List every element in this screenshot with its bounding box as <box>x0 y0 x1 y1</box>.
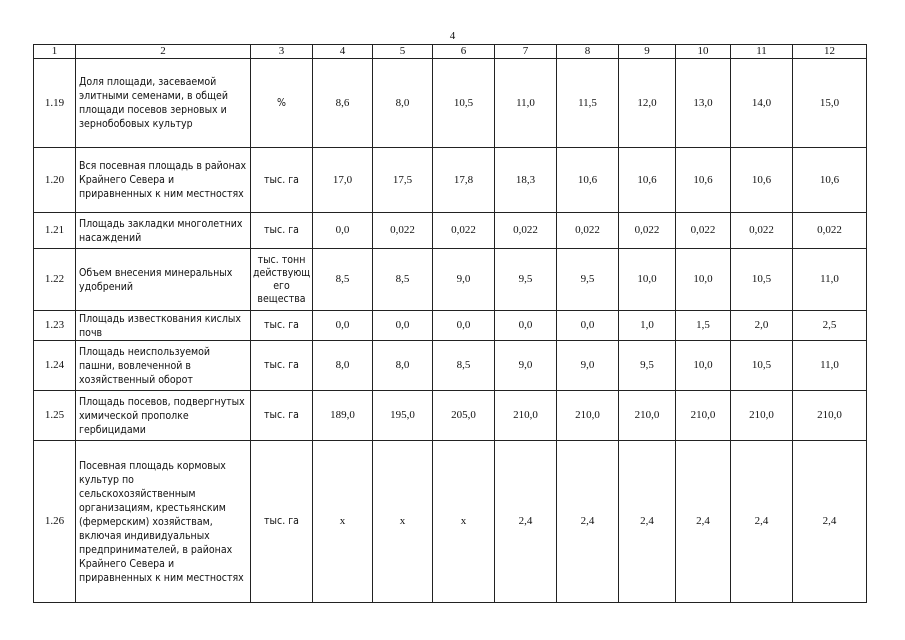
column-number-header: 8 <box>557 45 619 59</box>
unit-cell: тыс. га <box>251 311 313 341</box>
value-cell: 14,0 <box>731 59 793 148</box>
column-number-header: 6 <box>433 45 495 59</box>
value-cell: 189,0 <box>313 391 373 441</box>
value-cell: 11,0 <box>495 59 557 148</box>
indicator-name: Площадь неиспользуемой пашни, вовлеченной в хозяйственный оборот <box>76 341 251 391</box>
column-number-header: 10 <box>676 45 731 59</box>
table-row <box>34 341 867 391</box>
value-cell: 10,0 <box>676 341 731 391</box>
value-cell: 11,5 <box>557 59 619 148</box>
column-number-header: 1 <box>34 45 76 59</box>
value-cell: 17,5 <box>373 148 433 213</box>
value-cell: 12,0 <box>619 59 676 148</box>
column-number-header: 12 <box>793 45 867 59</box>
column-number-header: 9 <box>619 45 676 59</box>
row-number: 1.25 <box>34 391 76 441</box>
row-number: 1.21 <box>34 213 76 249</box>
indicator-name: Посевная площадь кормовых культур по сельскохозяйственным организациям, крестьянским (фермерским) хозяйствам, включая индивидуальных предпринимателей, в районах Крайнего Севера и приравненных к ним местностях <box>76 441 251 603</box>
value-cell: 10,5 <box>731 249 793 311</box>
value-cell: 0,0 <box>313 311 373 341</box>
value-cell: 9,0 <box>433 249 495 311</box>
value-cell: 8,0 <box>373 59 433 148</box>
unit-cell: % <box>251 59 313 148</box>
value-cell: 11,0 <box>793 249 867 311</box>
value-cell: 9,5 <box>619 341 676 391</box>
value-cell: 10,6 <box>557 148 619 213</box>
value-cell: 0,0 <box>495 311 557 341</box>
column-number-header: 2 <box>76 45 251 59</box>
value-cell: 15,0 <box>793 59 867 148</box>
indicator-name: Площадь закладки многолетних насаждений <box>76 213 251 249</box>
indicator-name: Площадь посевов, подвергнутых химической прополке гербицидами <box>76 391 251 441</box>
indicator-name: Площадь известкования кислых почв <box>76 311 251 341</box>
value-cell: х <box>433 441 495 603</box>
value-cell: 8,0 <box>313 341 373 391</box>
value-cell: 2,4 <box>731 441 793 603</box>
value-cell: 17,8 <box>433 148 495 213</box>
value-cell: 9,0 <box>557 341 619 391</box>
value-cell: 8,5 <box>373 249 433 311</box>
value-cell: 1,5 <box>676 311 731 341</box>
row-number: 1.19 <box>34 59 76 148</box>
table-row <box>34 148 867 213</box>
value-cell: 0,022 <box>619 213 676 249</box>
value-cell: 8,5 <box>313 249 373 311</box>
value-cell: 0,0 <box>433 311 495 341</box>
value-cell: 18,3 <box>495 148 557 213</box>
unit-cell: тыс. тонн действующ его вещества <box>251 249 313 311</box>
value-cell: 1,0 <box>619 311 676 341</box>
value-cell: 0,022 <box>793 213 867 249</box>
value-cell: 8,5 <box>433 341 495 391</box>
value-cell: 2,4 <box>676 441 731 603</box>
indicator-name: Объем внесения минеральных удобрений <box>76 249 251 311</box>
table-row <box>34 391 867 441</box>
indicator-name: Вся посевная площадь в районах Крайнего Севера и приравненных к ним местностях <box>76 148 251 213</box>
table-row <box>34 59 867 148</box>
value-cell: 0,022 <box>557 213 619 249</box>
value-cell: 0,022 <box>433 213 495 249</box>
value-cell: 10,6 <box>731 148 793 213</box>
row-number: 1.23 <box>34 311 76 341</box>
value-cell: 13,0 <box>676 59 731 148</box>
table-header-row <box>34 45 867 59</box>
column-number-header: 7 <box>495 45 557 59</box>
value-cell: 210,0 <box>731 391 793 441</box>
value-cell: 10,5 <box>433 59 495 148</box>
value-cell: 8,0 <box>373 341 433 391</box>
value-cell: 210,0 <box>619 391 676 441</box>
value-cell: 210,0 <box>793 391 867 441</box>
value-cell: 0,022 <box>676 213 731 249</box>
table-row <box>34 311 867 341</box>
value-cell: 0,022 <box>373 213 433 249</box>
value-cell: х <box>313 441 373 603</box>
value-cell: 2,4 <box>557 441 619 603</box>
value-cell: 10,5 <box>731 341 793 391</box>
column-number-header: 11 <box>731 45 793 59</box>
value-cell: 11,0 <box>793 341 867 391</box>
indicator-name: Доля площади, засеваемой элитными семенами, в общей площади посевов зерновых и зернобобовых культур <box>76 59 251 148</box>
column-number-header: 3 <box>251 45 313 59</box>
table-row <box>34 249 867 311</box>
value-cell: 8,6 <box>313 59 373 148</box>
value-cell: 2,4 <box>619 441 676 603</box>
value-cell: 9,5 <box>557 249 619 311</box>
value-cell: 0,0 <box>373 311 433 341</box>
row-number: 1.26 <box>34 441 76 603</box>
row-number: 1.24 <box>34 341 76 391</box>
value-cell: 2,4 <box>495 441 557 603</box>
row-number: 1.22 <box>34 249 76 311</box>
value-cell: 0,0 <box>313 213 373 249</box>
value-cell: 205,0 <box>433 391 495 441</box>
value-cell: 210,0 <box>557 391 619 441</box>
table-row <box>34 213 867 249</box>
value-cell: 10,6 <box>676 148 731 213</box>
value-cell: 9,5 <box>495 249 557 311</box>
page-number: 4 <box>449 30 456 42</box>
unit-cell: тыс. га <box>251 441 313 603</box>
value-cell: 2,5 <box>793 311 867 341</box>
unit-cell: тыс. га <box>251 148 313 213</box>
value-cell: 10,0 <box>619 249 676 311</box>
table-row <box>34 441 867 603</box>
value-cell: 10,6 <box>619 148 676 213</box>
unit-cell: тыс. га <box>251 391 313 441</box>
value-cell: 195,0 <box>373 391 433 441</box>
value-cell: 210,0 <box>495 391 557 441</box>
value-cell: 10,6 <box>793 148 867 213</box>
value-cell: х <box>373 441 433 603</box>
value-cell: 10,0 <box>676 249 731 311</box>
value-cell: 210,0 <box>676 391 731 441</box>
value-cell: 0,0 <box>557 311 619 341</box>
unit-cell: тыс. га <box>251 341 313 391</box>
value-cell: 0,022 <box>731 213 793 249</box>
value-cell: 0,022 <box>495 213 557 249</box>
value-cell: 9,0 <box>495 341 557 391</box>
column-number-header: 4 <box>313 45 373 59</box>
value-cell: 2,4 <box>793 441 867 603</box>
unit-cell: тыс. га <box>251 213 313 249</box>
indicators-table <box>33 44 867 603</box>
value-cell: 17,0 <box>313 148 373 213</box>
row-number: 1.20 <box>34 148 76 213</box>
column-number-header: 5 <box>373 45 433 59</box>
value-cell: 2,0 <box>731 311 793 341</box>
